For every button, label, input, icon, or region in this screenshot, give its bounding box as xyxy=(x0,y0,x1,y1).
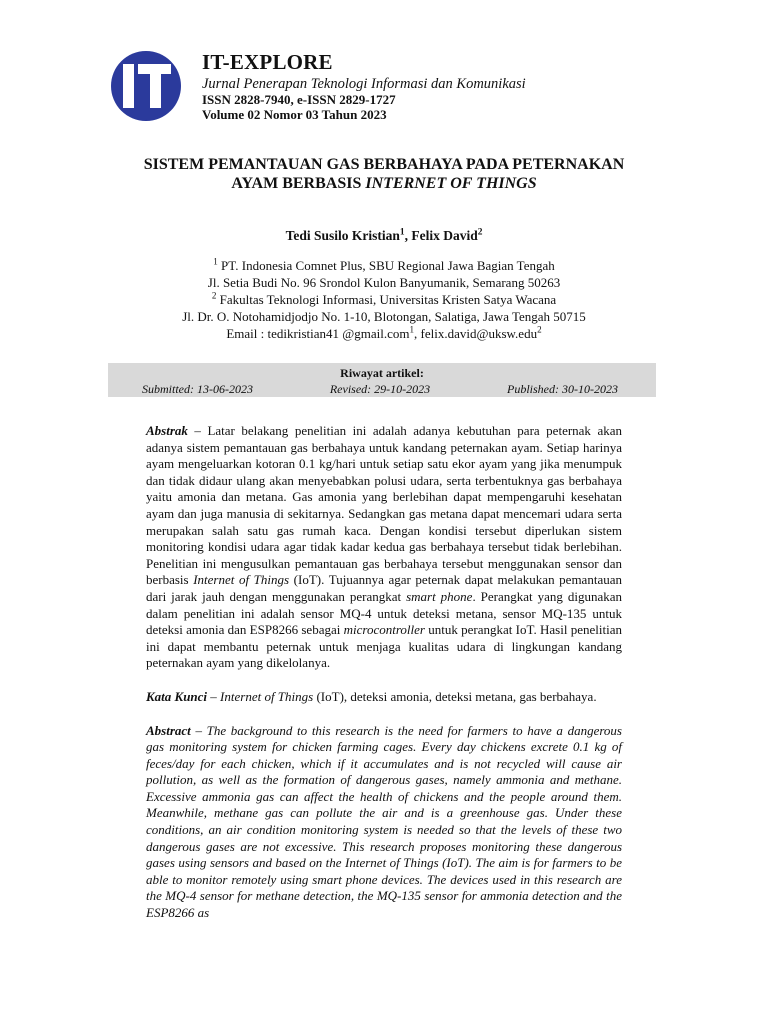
affiliation-1: $^1$ PT. Indonesia Comnet Plus, SBU Regional Jawa Bagian Tengah xyxy=(213,256,555,273)
author-2: Felix David xyxy=(411,228,478,243)
journal-subtitle: Jurnal Penerapan Teknologi Informasi dan Komunikasi xyxy=(202,76,526,93)
kata-kunci-label: Kata Kunci xyxy=(146,688,208,704)
history-heading: Riwayat artikel: xyxy=(340,366,424,380)
abstrak-paragraph: Abstrak – Latar belakang penelitian ini adalah adanya kebutuhan para peternak akan adanya sistem pemantauan gas berbahaya untuk kandang peternakan ayam. Setiap harinya ayam mengeluarkan kotoran 0.1 kg/hari untuk setiap satu ekor ayam yang jika menumpuk dan tidak didaur ulang akan menyebabkan polusi udara, serta terbentuknya gas berbahaya yaitu amonia dan metana. Gas amonia yang berlebihan dapat mempengaruhi kesehatan ayam dan juga manusia di sekitarnya. Sedangkan gas metana dapat mencemari udara serta merupakan salah satu gas rumah kaca. Dengan kondisi tersebut diperlukan sistem monitoring kondisi udara agar tidak kadar kedua gas berbahaya tersebut tidak berlebihan. Penelitian ini mengusulkan pemantauan gas berbahaya tersebut menggunakan sensor dan berbasis Internet of Things (IoT). Tujuannya agar peternak dapat melakukan pemantauan dari jarak jauh dengan menggunakan perangkat smart phone. Perangkat yang digunakan dalam penelitian ini adalah sensor MQ-4 untuk deteksi metana, sensor MQ-135 untuk deteksi amonia dan ESP8266 sebagai microcontroller untuk perangkat IoT. Hasil penelitian ini dapat membantu peternak untuk menjaga kualitas udara di lingkungan kandang peternakan ayam yang dikelolanya. xyxy=(146,423,623,671)
svg-text:IT: IT xyxy=(146,120,147,121)
abstrak-label: Abstrak xyxy=(146,423,188,438)
abstract-en-label: Abstract xyxy=(146,722,191,738)
journal-name: IT-EXPLORE xyxy=(202,50,333,74)
journal-header xyxy=(202,50,526,123)
affiliations xyxy=(0,258,768,342)
article-history xyxy=(108,363,656,397)
affiliation-2: $^2$ Fakultas Teknologi Informasi, Universitas Kristen Satya Wacana xyxy=(211,290,557,307)
email-line: Email : tedikristian41 @gmail.com$^1$, felix.david@uksw.edu$^2$ xyxy=(226,324,542,341)
submitted-date: Submitted: 13-06-2023 xyxy=(142,382,253,396)
journal-volume: Volume 02 Nomor 03 Tahun 2023 xyxy=(202,106,387,122)
affiliation-1-address: Jl. Setia Budi No. 96 Srondol Kulon Banyumanik, Semarang 50263 xyxy=(207,274,561,290)
journal-issn: ISSN 2828-7940, e-ISSN 2829-1727 xyxy=(202,91,396,107)
author-list: Tedi Susilo Kristian$^1$, Felix David$^2$ xyxy=(285,227,483,243)
history-dates xyxy=(108,381,656,397)
abstract-en-paragraph: Abstract – The background to this research is the need for farmers to have a dangerous gas monitoring system for chicken farming cages. Every day chickens excrete 0.1 kg of feces/day for each chicken, which if it accumulates and is not recycled will cause air pollution, as well as the formation of dangerous gases, namely ammonia and methane. Excessive ammonia gas can affect the health of chickens and the people around them. Meanwhile, methane gas can pollute the air and is a greenhouse gas. Under these conditions, an air condition monitoring system is needed so that the levels of these two dangerous gases are not excessive. This research proposes monitoring these dangerous gases using sensors and based on the Internet of Things (IoT). The aim is for farmers to be able to monitor remotely using smart phone devices. The devices used in this research are the MQ-4 sensor for methane detection, the MQ-135 sensor for ammonia detection and the ESP8266 as xyxy=(146,722,622,921)
abstract-section xyxy=(146,423,622,939)
title-italic: INTERNET OF THINGS xyxy=(365,175,537,193)
title-line-1: SISTEM PEMANTAUAN GAS BERBAHAYA PADA PETERNAKAN xyxy=(143,156,625,173)
author-1: Tedi Susilo Kristian xyxy=(285,228,400,243)
title-line-2: AYAM BERBASIS INTERNET OF THINGS xyxy=(231,175,537,193)
paper-title xyxy=(90,155,678,193)
journal-logo xyxy=(110,50,182,122)
published-date: Published: 30-10-2023 xyxy=(507,382,618,396)
affiliation-2-address: Jl. Dr. O. Notohamidjodjo No. 1-10, Blotongan, Salatiga, Jawa Tengah 50715 xyxy=(182,308,586,324)
kata-kunci-paragraph: Kata Kunci – Internet of Things (IoT), deteksi amonia, deteksi metana, gas berbahaya. xyxy=(146,688,597,704)
revised-date: Revised: 29-10-2023 xyxy=(329,382,431,396)
